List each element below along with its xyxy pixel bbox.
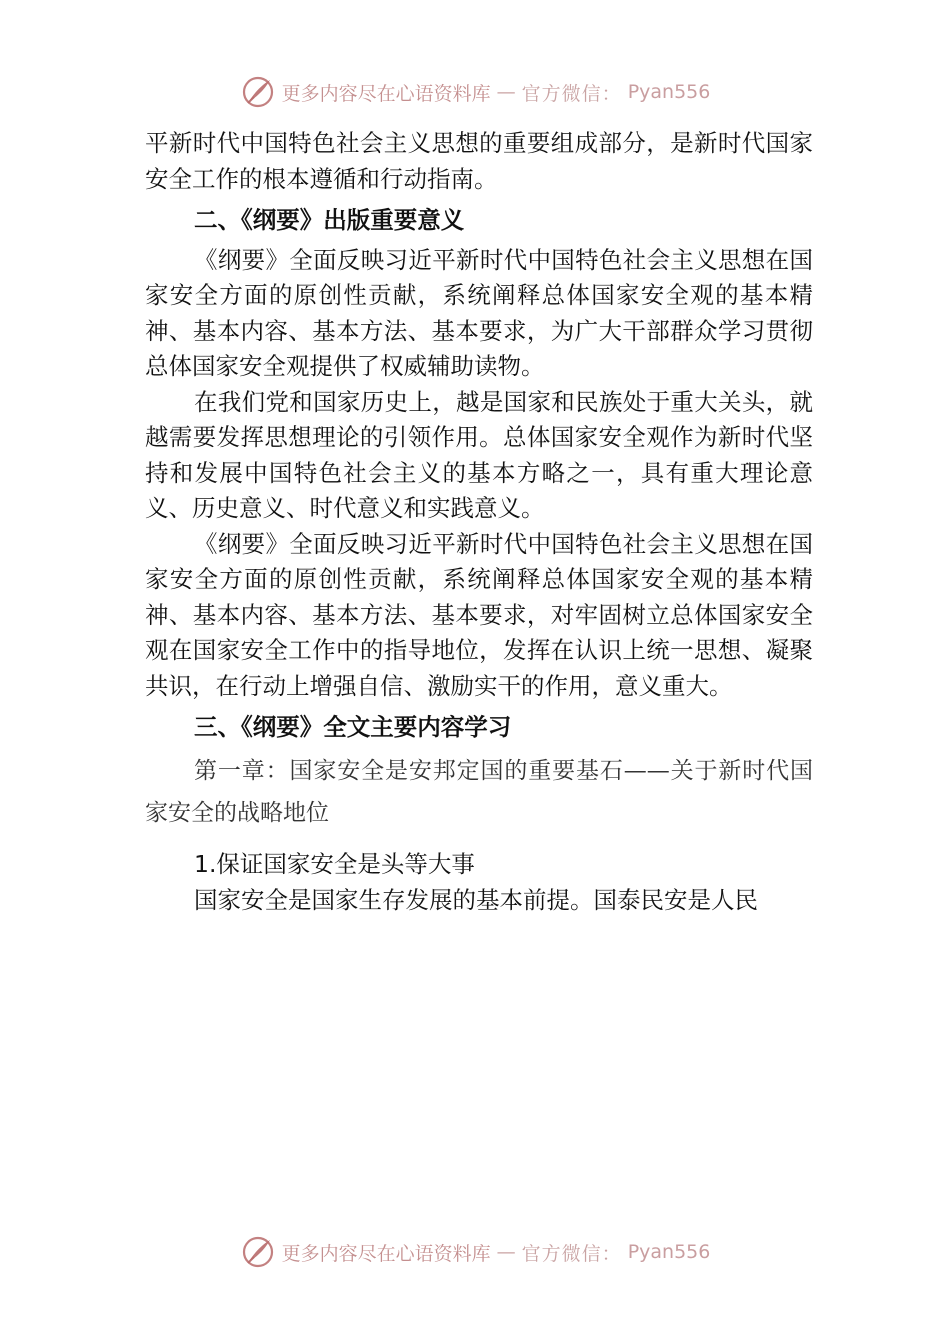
item-1-paragraph: 国家安全是国家生存发展的基本前提。国泰民安是人民 — [194, 885, 758, 914]
section2-paragraph-3: 《纲要》全面反映习近平新时代中国特色社会主义思想在国家安全方面的原创性贡献，系统阐释总体国家安全观的基本精神、基本内容、基本方法、基本要求，对牢固树立总体国家安全观在国家安全工作中的指导地位，发挥在认识上统一思想、凝聚共识，在行动上增强自信、激励实干的作用，意义重大。 — [145, 529, 813, 700]
watermark-wechat-id: Pyan556 — [627, 81, 711, 103]
footer-watermark — [0, 1232, 950, 1272]
section-heading-3: 三、《纲要》全文主要内容学习 — [194, 713, 512, 741]
chapter-1-title: 第一章：国家安全是安邦定国的重要基石——关于新时代国家安全的战略地位 — [145, 757, 813, 826]
section2-paragraph-1: 《纲要》全面反映习近平新时代中国特色社会主义思想在国家安全方面的原创性贡献，系统阐释总体国家安全观的基本精神、基本内容、基本方法、基本要求，为广大干部群众学习贯彻总体国家安全观提供了权威辅助读物。 — [145, 245, 813, 380]
header-watermark — [0, 72, 950, 112]
section-heading-2: 二、《纲要》出版重要意义 — [194, 206, 465, 234]
watermark-separator: — — [496, 81, 516, 103]
watermark-text: 更多内容尽在心语资料库 — [281, 82, 491, 105]
document-body — [145, 126, 813, 918]
item-1-heading: 1.保证国家安全是头等大事 — [194, 849, 475, 878]
watermark-wechat-id: Pyan556 — [627, 1241, 711, 1263]
watermark-label: 官方微信： — [521, 1242, 622, 1265]
intro-paragraph: 平新时代中国特色社会主义思想的重要组成部分，是新时代国家安全工作的根本遵循和行动指南。 — [145, 129, 813, 193]
quill-pen-logo-icon — [240, 1234, 276, 1270]
quill-pen-logo-icon — [240, 74, 276, 110]
section2-paragraph-2: 在我们党和国家历史上，越是国家和民族处于重大关头，就越需要发挥思想理论的引领作用。总体国家安全观作为新时代坚持和发展中国特色社会主义的基本方略之一，具有重大理论意义、历史意义、时代意义和实践意义。 — [145, 387, 813, 522]
watermark-text: 更多内容尽在心语资料库 — [281, 1242, 491, 1265]
watermark-label: 官方微信： — [521, 82, 622, 105]
watermark-separator: — — [496, 1241, 516, 1263]
